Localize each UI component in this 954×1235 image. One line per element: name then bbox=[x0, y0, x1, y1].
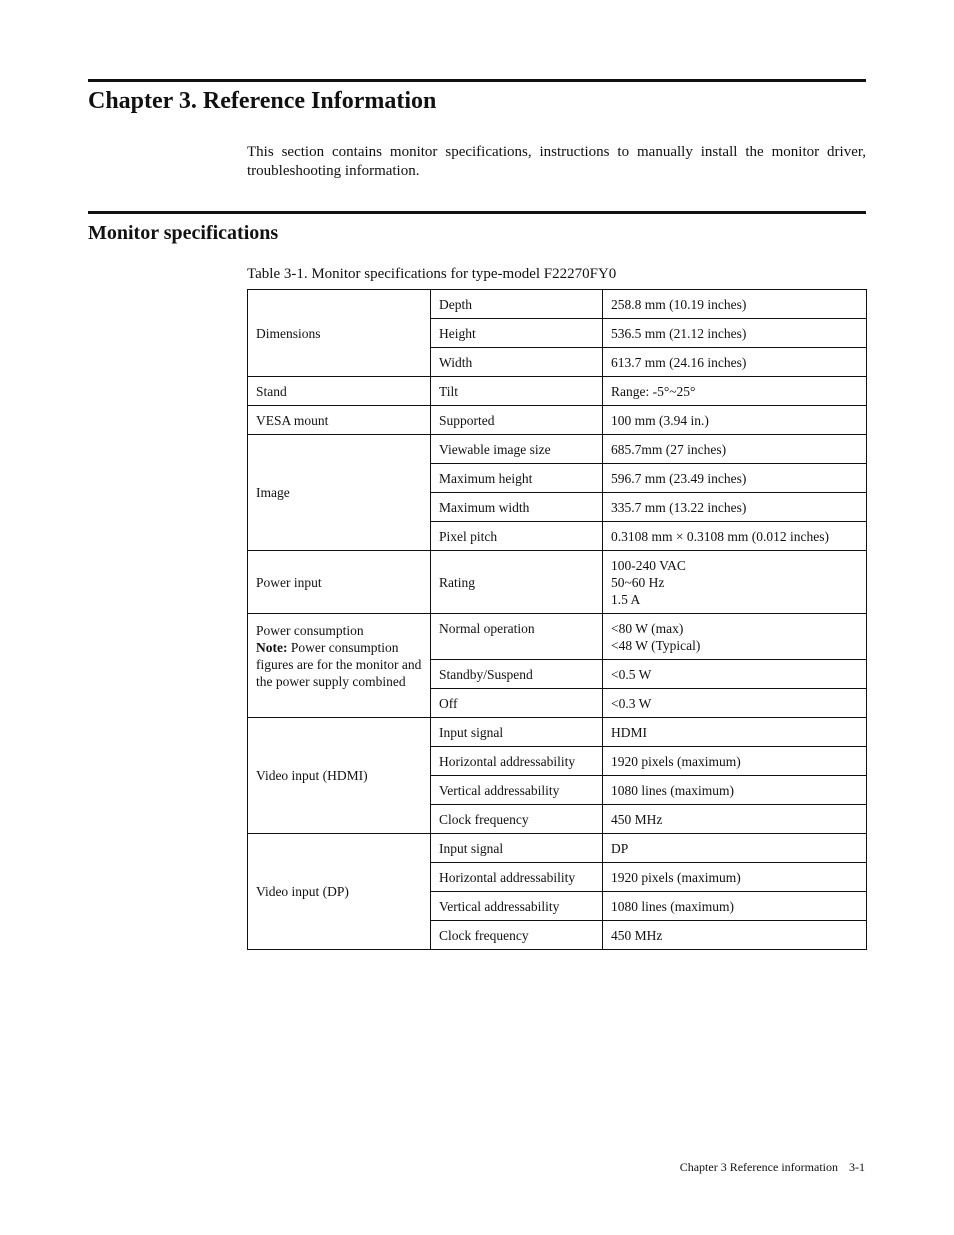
spec-key: Rating bbox=[431, 551, 603, 614]
spec-value: 258.8 mm (10.19 inches) bbox=[603, 290, 867, 319]
spec-value-line: <80 W (max) bbox=[611, 621, 684, 636]
chapter-rule bbox=[88, 79, 866, 82]
spec-key: Pixel pitch bbox=[431, 522, 603, 551]
table-row bbox=[248, 718, 867, 747]
spec-key: Standby/Suspend bbox=[431, 660, 603, 689]
spec-key: Maximum width bbox=[431, 493, 603, 522]
row-group-label: Dimensions bbox=[248, 290, 431, 377]
table-caption: Table 3-1. Monitor specifications for type-model F22270FY0 bbox=[247, 266, 617, 282]
spec-key: Input signal bbox=[431, 718, 603, 747]
spec-value: 0.3108 mm × 0.3108 mm (0.012 inches) bbox=[603, 522, 867, 551]
spec-value: HDMI bbox=[603, 718, 867, 747]
spec-value: <0.5 W bbox=[603, 660, 867, 689]
row-group-label: Image bbox=[248, 435, 431, 551]
spec-value: Range: -5°~25° bbox=[603, 377, 867, 406]
spec-value: 1920 pixels (maximum) bbox=[603, 863, 867, 892]
spec-value: 613.7 mm (24.16 inches) bbox=[603, 348, 867, 377]
spec-value-line: 100-240 VAC bbox=[611, 557, 686, 573]
spec-key: Horizontal addressability bbox=[431, 747, 603, 776]
section-title: Monitor specifications bbox=[88, 222, 279, 244]
spec-key: Clock frequency bbox=[431, 805, 603, 834]
footer-text: Chapter 3 Reference information bbox=[679, 1160, 838, 1174]
spec-key: Tilt bbox=[431, 377, 603, 406]
spec-key: Supported bbox=[431, 406, 603, 435]
table-row bbox=[248, 834, 867, 863]
note-text: Power consumption figures are for the monitor and the power supply combined bbox=[256, 640, 422, 689]
table-row bbox=[248, 614, 867, 660]
row-group-label bbox=[248, 614, 431, 718]
table-row bbox=[248, 551, 867, 614]
spec-value bbox=[603, 614, 867, 660]
note-label: Note: bbox=[256, 640, 288, 655]
table-row bbox=[248, 435, 867, 464]
spec-key: Off bbox=[431, 689, 603, 718]
chapter-title: Chapter 3. Reference Information bbox=[88, 88, 437, 114]
row-group-label: Video input (HDMI) bbox=[248, 718, 431, 834]
spec-value-line: <48 W (Typical) bbox=[611, 638, 701, 653]
spec-key: Maximum height bbox=[431, 464, 603, 493]
spec-value: 1080 lines (maximum) bbox=[603, 892, 867, 921]
spec-value: 596.7 mm (23.49 inches) bbox=[603, 464, 867, 493]
spec-value: 335.7 mm (13.22 inches) bbox=[603, 493, 867, 522]
spec-value: DP bbox=[603, 834, 867, 863]
page-number: 3-1 bbox=[849, 1160, 865, 1174]
power-consumption-label: Power consumption bbox=[256, 623, 364, 638]
spec-value-line: 50~60 Hz bbox=[611, 574, 665, 590]
spec-value: 450 MHz bbox=[603, 921, 867, 950]
spec-value-line: 1.5 A bbox=[611, 591, 641, 607]
spec-value bbox=[603, 551, 867, 614]
row-group-label: Power input bbox=[248, 551, 431, 614]
spec-key: Height bbox=[431, 319, 603, 348]
spec-value: 100 mm (3.94 in.) bbox=[603, 406, 867, 435]
spec-key: Width bbox=[431, 348, 603, 377]
spec-key: Vertical addressability bbox=[431, 892, 603, 921]
row-group-label: VESA mount bbox=[248, 406, 431, 435]
spec-value: <0.3 W bbox=[603, 689, 867, 718]
spec-key: Normal operation bbox=[431, 614, 603, 660]
spec-key: Clock frequency bbox=[431, 921, 603, 950]
intro-paragraph: This section contains monitor specifications, instructions to manually install the monitor driver, troubleshooting information. bbox=[247, 144, 866, 179]
spec-value: 536.5 mm (21.12 inches) bbox=[603, 319, 867, 348]
table-row bbox=[248, 290, 867, 319]
page-footer bbox=[680, 1159, 865, 1175]
spec-key: Horizontal addressability bbox=[431, 863, 603, 892]
spec-key: Depth bbox=[431, 290, 603, 319]
section-rule bbox=[88, 211, 866, 214]
spec-value: 450 MHz bbox=[603, 805, 867, 834]
spec-key: Vertical addressability bbox=[431, 776, 603, 805]
table-row bbox=[248, 406, 867, 435]
row-group-label: Video input (DP) bbox=[248, 834, 431, 950]
power-consumption-note bbox=[256, 639, 422, 690]
spec-key: Input signal bbox=[431, 834, 603, 863]
spec-table bbox=[247, 289, 867, 950]
spec-key: Viewable image size bbox=[431, 435, 603, 464]
table-row bbox=[248, 377, 867, 406]
spec-value: 1080 lines (maximum) bbox=[603, 776, 867, 805]
spec-value: 685.7mm (27 inches) bbox=[603, 435, 867, 464]
row-group-label: Stand bbox=[248, 377, 431, 406]
spec-value: 1920 pixels (maximum) bbox=[603, 747, 867, 776]
